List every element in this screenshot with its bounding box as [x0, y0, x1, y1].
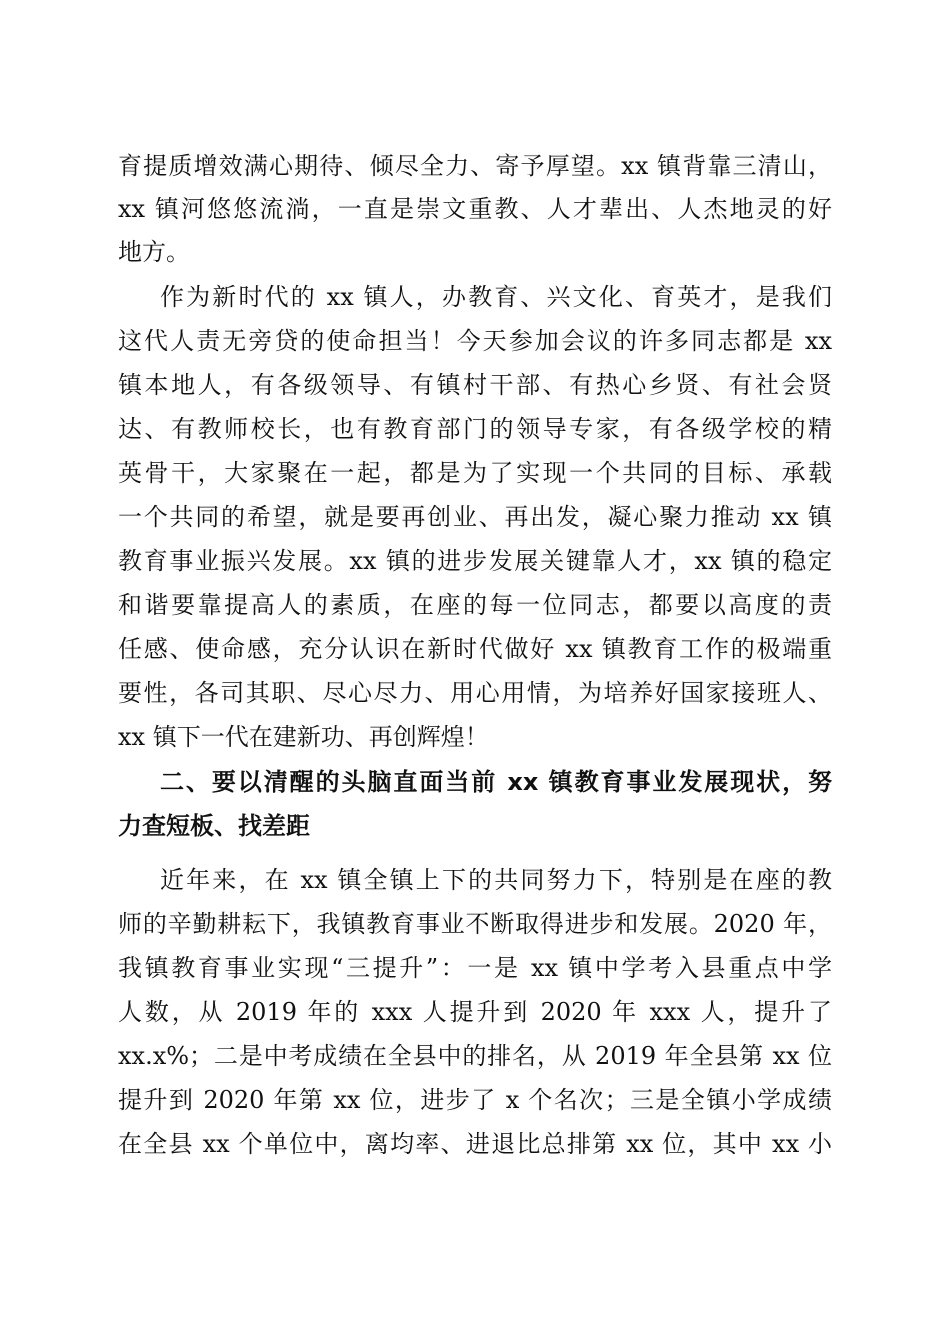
paragraph-1-line-2: xx 镇河悠悠流淌，一直是崇文重教、人才辈出、人杰地灵的好: [118, 195, 832, 223]
paragraph-3-line-4: 人数，从 2019 年的 xxx 人提升到 2020 年 xxx 人，提升了: [118, 998, 832, 1026]
paragraph-2-line-10: 要性，各司其职、尽心尽力、用心用情，为培养好国家接班人、: [118, 679, 832, 707]
paragraph-2-line-7: 教育事业振兴发展。xx 镇的进步发展关键靠人才，xx 镇的稳定: [118, 547, 832, 575]
paragraph-3-line-7: 在全县 xx 个单位中，离均率、进退比总排第 xx 位，其中 xx 小: [118, 1130, 832, 1158]
paragraph-2-line-5: 英骨干，大家聚在一起，都是为了实现一个共同的目标、承载: [118, 459, 832, 487]
paragraph-2-line-8: 和谐要靠提高人的素质，在座的每一位同志，都要以高度的责: [118, 591, 832, 619]
paragraph-2-line-11: xx 镇下一代在建新功、再创辉煌！: [118, 723, 489, 751]
section-heading-line-2: 力查短板、找差距: [118, 812, 310, 840]
paragraph-2-line-1: 作为新时代的 xx 镇人，办教育、兴文化、育英才，是我们: [160, 283, 832, 311]
paragraph-3-line-2: 师的辛勤耕耘下，我镇教育事业不断取得进步和发展。2020 年，: [118, 910, 832, 938]
paragraph-2-line-3: 镇本地人，有各级领导、有镇村干部、有热心乡贤、有社会贤: [118, 371, 832, 399]
paragraph-1-line-1: 育提质增效满心期待、倾尽全力、寄予厚望。xx 镇背靠三清山，: [118, 152, 832, 180]
paragraph-2-line-6: 一个共同的希望，就是要再创业、再出发，凝心聚力推动 xx 镇: [118, 503, 832, 531]
paragraph-2-line-4: 达、有教师校长，也有教育部门的领导专家，有各级学校的精: [118, 415, 832, 443]
paragraph-3-line-6: 提升到 2020 年第 xx 位，进步了 x 个名次；三是全镇小学成绩: [118, 1086, 832, 1114]
section-heading-line-1: 二、要以清醒的头脑直面当前 xx 镇教育事业发展现状，努: [160, 768, 832, 796]
paragraph-2-line-2: 这代人责无旁贷的使命担当！今天参加会议的许多同志都是 xx: [118, 327, 832, 355]
paragraph-3-line-3: 我镇教育事业实现“三提升”：一是 xx 镇中学考入县重点中学: [118, 954, 832, 982]
paragraph-1-line-3: 地方。: [118, 238, 190, 266]
paragraph-3-line-5: xx.x%；二是中考成绩在全县中的排名，从 2019 年全县第 xx 位: [118, 1042, 832, 1070]
paragraph-3-line-1: 近年来，在 xx 镇全镇上下的共同努力下，特别是在座的教: [160, 866, 832, 894]
paragraph-2-line-9: 任感、使命感，充分认识在新时代做好 xx 镇教育工作的极端重: [118, 635, 832, 663]
